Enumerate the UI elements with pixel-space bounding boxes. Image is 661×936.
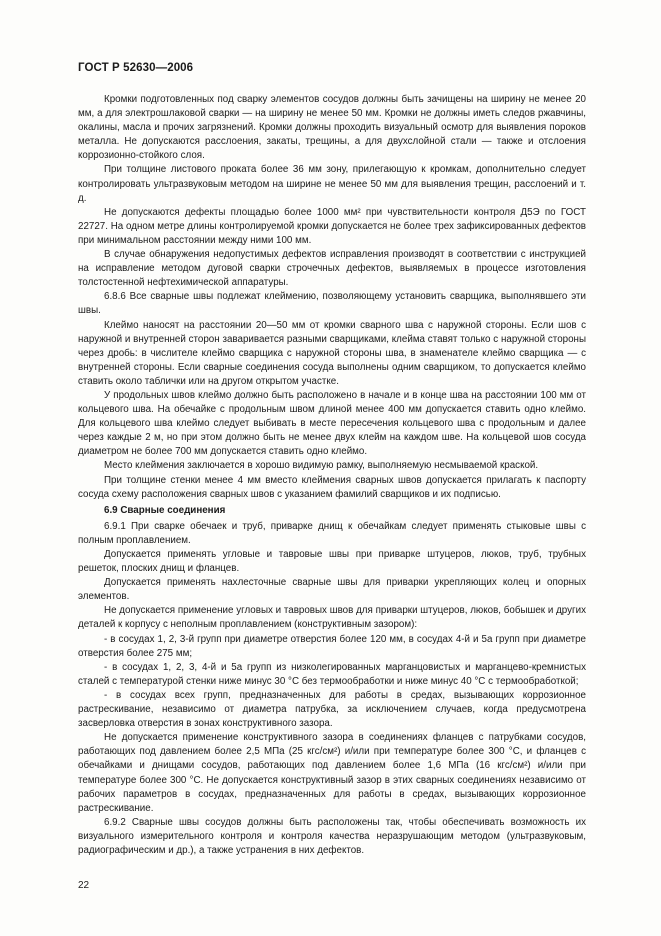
paragraph: 6.8.6 Все сварные швы подлежат клеймению, позволяющему установить сварщика, выполнявшего эти швы.	[78, 291, 586, 317]
paragraph: Допускается применять угловые и тавровые швы при приварке штуцеров, люков, труб, трубных решеток, плоских днищ и фланцев.	[78, 549, 586, 575]
paragraph: Не допускаются дефекты площадью более 1000 мм² при чувствительности контроля Д5Э по ГОСТ 22727. На одном метре длины контролируемой кромки допускается не более трех зафиксированных дефектов при минимальном расстоянии между ними 100 мм.	[78, 206, 586, 246]
paragraph: У продольных швов клеймо должно быть расположено в начале и в конце шва на расстоянии 100 мм от кольцевого шва. На обечайке с продольным швом длиной менее 400 мм допускается ставить одно клеймо. Для кольцевого шва клеймо следует выбивать в месте пересечения кольцевого шва с продольным и далее через каждые 2 м, но при этом должно быть не менее двух клейм на каждом шве. На кольцевой шов сосуда диаметром не более 700 мм допускается ставить одно клеймо.	[78, 389, 586, 458]
paragraph: Клеймо наносят на расстоянии 20—50 мм от кромки сварного шва с наружной стороны. Если шов с наружной и внутренней сторон заваривается разными сварщиками, клейма ставят только с наружной стороны через дробь: в числителе клеймо сварщика с наружной стороны шва, в знаменателе клеймо сварщика — с внутренней стороны. Если сварные соединения сосуда выполнены одним сварщиком, то допускается клеймо ставить около таблички или на другом открытом участке.	[78, 319, 586, 387]
paragraph: Допускается применять нахлесточные сварные швы для приварки укрепляющих колец и опорных элементов.	[78, 577, 586, 603]
paragraph: Кромки подготовленных под сварку элементов сосудов должны быть зачищены на ширину не менее 20 мм, а для электрошлаковой сварки — на ширину не менее 50 мм. Кромки не должны иметь следов ржавчины, окалины, масла и прочих загрязнений. Кромки должны проходить визуальный осмотр для выявления пороков металла. Не допускаются расслоения, закаты, трещины, а для двухслойной стали — также и отслоения коррозионно-стойкого слоя.	[78, 94, 586, 162]
section-title: 6.9 Сварные соединения	[104, 504, 226, 516]
list-item: - в сосудах 1, 2, 3, 4-й и 5а групп из низколегированных марганцовистых и марганцево-кремнистых сталей с температурой стенки ниже минус 30 °С без термообработки и ниже минус 40 °С с термообработкой;	[78, 661, 586, 687]
paragraph: Не допускается применение угловых и тавровых швов для приварки штуцеров, люков, бобышек и других деталей к корпусу с неполным проплавлением (конструктивным зазором):	[78, 605, 586, 631]
paragraph: При толщине листового проката более 36 мм зону, прилегающую к кромкам, дополнительно следует контролировать ультразвуковым методом на ширине не менее 50 мм для выявления трещин, расслоений и т. д.	[78, 164, 586, 204]
paragraph: 6.9.2 Сварные швы сосудов должны быть расположены так, чтобы обеспечивать возможность их визуального измерительного контроля и контроля качества неразрушающим методом (ультразвуковым, радиографическим и др.), а также устранения в них дефектов.	[78, 816, 586, 856]
page-number: 22	[78, 880, 90, 891]
list-item: - в сосудах 1, 2, 3-й групп при диаметре отверстия более 120 мм, в сосудах 4-й и 5а групп при диаметре отверстия более 275 мм;	[78, 633, 586, 659]
paragraph: Место клеймения заключается в хорошо видимую рамку, выполняемую несмываемой краской.	[104, 460, 539, 472]
paragraph: 6.9.1 При сварке обечаек и труб, приварке днищ к обечайкам следует применять стыковые швы с полным проплавлением.	[78, 520, 586, 546]
page-body	[78, 93, 586, 858]
document-header: ГОСТ Р 52630—2006	[78, 62, 194, 74]
paragraph: При толщине стенки менее 4 мм вместо клеймения сварных швов допускается прилагать к паспорту сосуда схему расположения сварных швов с указанием фамилий сварщиков и их подписью.	[78, 474, 586, 500]
paragraph: В случае обнаружения недопустимых дефектов исправления производят в соответствии с инструкцией на исправление методом дуговой сварки строчечных дефектов, выявляемых в процессе изготовления толстостенной нефтехимической аппаратуры.	[78, 249, 586, 289]
paragraph: Не допускается применение конструктивного зазора в соединениях фланцев с патрубками сосудов, работающих под давлением более 2,5 МПа (25 кгс/см²) и/или при температуре более 300 °С, и фланцев с обечайками и днищами сосудов, работающих под давлением более 1,6 МПа (16 кгс/см²) и/или при температуре более 300 °С. Не допускается конструктивный зазор в этих сварных соединениях независимо от рабочих параметров в сосудах, предназначенных для работы в средах, вызывающих коррозионное растрескивание.	[78, 732, 586, 814]
list-item: - в сосудах всех групп, предназначенных для работы в средах, вызывающих коррозионное растрескивание, независимо от диаметра патрубка, за исключением случаев, когда предусмотрена засверловка отверстия в зонах конструктивного зазора.	[78, 689, 586, 730]
